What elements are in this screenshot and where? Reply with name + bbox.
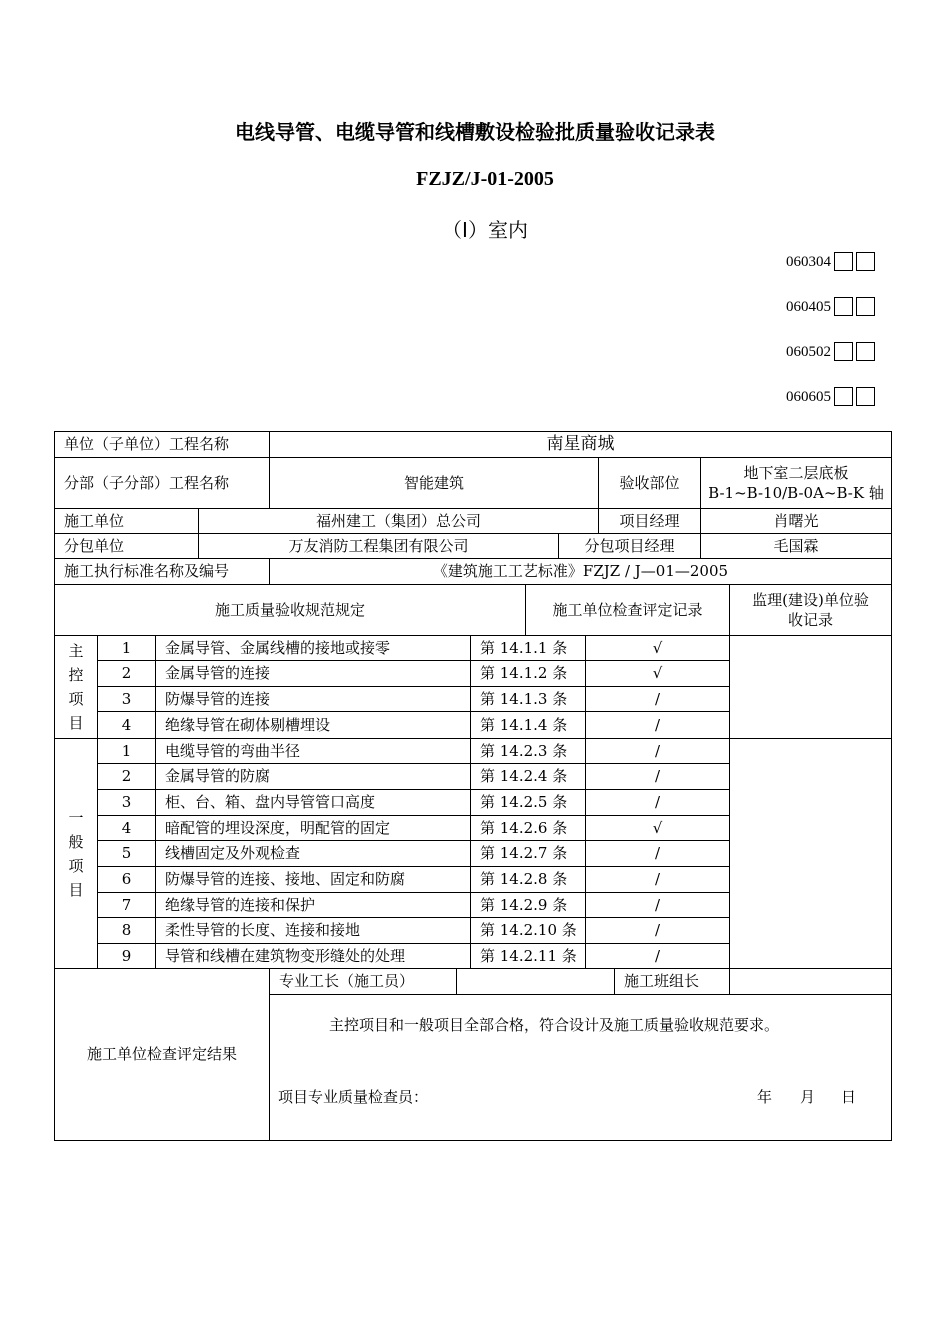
item-name: 导管和线槽在建筑物变形缝处的处理: [165, 946, 406, 965]
form-code-row: [786, 297, 875, 316]
subcontractor-value: 万友消防工程集团有限公司: [288, 536, 469, 555]
item-name: 金属导管、金属线槽的接地或接零: [165, 638, 391, 657]
item-result: /: [654, 844, 661, 863]
item-name: 柔性导管的长度、连接和接地: [165, 921, 361, 940]
item-name: 防爆导管的连接、接地、固定和防腐: [165, 870, 406, 889]
supervision-header: [730, 585, 891, 635]
group-label-char: 目: [68, 714, 84, 732]
item-result: √: [652, 818, 663, 837]
item-clause: 第 14.2.10 条: [480, 921, 577, 940]
checkbox[interactable]: [856, 342, 875, 361]
sub-manager-value: 毛国霖: [773, 536, 819, 555]
group-label-char: 目: [68, 880, 84, 899]
record-header: 施工单位检查评定记录: [552, 600, 703, 619]
contractor-value: 福州建工（集团）总公司: [315, 511, 481, 530]
form-code: 060605: [786, 389, 831, 405]
item-clause: 第 14.2.3 条: [480, 741, 568, 760]
foreman-label: 专业工长（施工员）: [279, 972, 415, 991]
document-subtitle: （Ⅰ）室内: [442, 218, 528, 242]
item-name: 电缆导管的弯曲半径: [165, 741, 301, 760]
item-number: 3: [121, 689, 132, 708]
item-name: 线槽固定及外观检查: [165, 844, 301, 863]
document-title: 电线导管、电缆导管和线槽敷设检验批质量验收记录表: [235, 120, 715, 144]
result-label: 施工单位检查评定结果: [86, 1045, 237, 1064]
item-number: 2: [121, 664, 132, 683]
division-name-value: 智能建筑: [403, 473, 464, 492]
checkbox[interactable]: [856, 297, 875, 316]
project-name-value: 南星商城: [546, 434, 615, 455]
acceptance-part-label: 验收部位: [619, 473, 680, 492]
team-leader-value[interactable]: [730, 969, 891, 994]
item-clause: 第 14.1.2 条: [480, 664, 568, 683]
group-label-char: 一: [68, 808, 84, 827]
item-name: 绝缘导管的连接和保护: [165, 895, 316, 914]
item-clause: 第 14.1.1 条: [480, 638, 568, 657]
conclusion-text: 主控项目和一般项目全部合格，符合设计及施工质量验收规范要求。: [329, 1015, 780, 1034]
item-number: 6: [121, 870, 132, 889]
item-number: 3: [121, 793, 132, 812]
date-day: 日: [841, 1087, 857, 1106]
item-number: 2: [121, 767, 132, 786]
group-label-char: 控: [68, 666, 84, 684]
item-clause: 第 14.1.3 条: [480, 689, 568, 708]
item-result: √: [652, 638, 663, 657]
item-number: 1: [121, 741, 132, 760]
manager-value: 肖曙光: [773, 511, 819, 530]
item-clause: 第 14.2.11 条: [480, 946, 577, 965]
group-label-char: 般: [68, 832, 84, 851]
supervision-header-line2: 收记录: [787, 611, 833, 629]
main-control-group-label: [55, 636, 97, 738]
date-month: 月: [800, 1087, 816, 1106]
form-code-row: [786, 387, 875, 406]
sub-manager-label: 分包项目经理: [584, 536, 675, 555]
acceptance-part-line1: 地下室二层底板: [743, 463, 849, 482]
checkbox[interactable]: [856, 387, 875, 406]
item-number: 9: [121, 946, 132, 965]
item-result: /: [654, 689, 661, 708]
item-number: 4: [121, 715, 132, 734]
item-clause: 第 14.2.4 条: [480, 767, 568, 786]
date-year: 年: [757, 1087, 773, 1106]
group-label-char: 主: [68, 642, 84, 660]
standard-value: 《建筑施工工艺标准》FZJZ / J—01—2005: [432, 562, 729, 581]
form-code: 060502: [786, 344, 831, 360]
checkbox[interactable]: [834, 252, 853, 271]
checkbox[interactable]: [856, 252, 875, 271]
item-number: 4: [121, 818, 132, 837]
form-code-row: [786, 342, 875, 361]
item-name: 柜、台、箱、盘内导管管口高度: [165, 793, 376, 812]
manager-label: 项目经理: [619, 511, 680, 530]
item-clause: 第 14.2.7 条: [480, 844, 568, 863]
form-code-row: [786, 252, 875, 271]
item-number: 7: [121, 895, 132, 914]
item-number: 8: [121, 921, 132, 940]
checkbox[interactable]: [834, 342, 853, 361]
standard-code: FZJZ/J-01-2005: [416, 168, 554, 190]
item-number: 5: [121, 844, 132, 863]
standard-label: 施工执行标准名称及编号: [64, 562, 230, 581]
foreman-value[interactable]: [457, 969, 614, 994]
item-clause: 第 14.2.6 条: [480, 818, 568, 837]
item-result: /: [654, 921, 661, 940]
division-name-label: 分部（子分部）工程名称: [64, 473, 230, 492]
item-result: /: [654, 741, 661, 760]
item-name: 金属导管的连接: [165, 664, 271, 683]
item-clause: 第 14.2.8 条: [480, 870, 568, 889]
supervision-header-line1: 监理(建设)单位验: [752, 590, 869, 609]
item-name: 金属导管的防腐: [165, 767, 271, 786]
item-name: 暗配管的埋设深度，明配管的固定: [165, 818, 391, 837]
form-code: 060405: [786, 299, 831, 315]
item-clause: 第 14.1.4 条: [480, 715, 568, 734]
checkbox[interactable]: [834, 387, 853, 406]
item-result: /: [654, 793, 661, 812]
group-label-char: 项: [68, 856, 84, 875]
team-leader-label: 施工班组长: [624, 972, 700, 991]
item-result: /: [654, 767, 661, 786]
item-result: /: [654, 870, 661, 889]
item-result: √: [652, 664, 663, 683]
inspector-label: 项目专业质量检查员：: [278, 1087, 429, 1106]
item-number: 1: [121, 638, 132, 657]
general-group-label: [55, 739, 97, 968]
item-name: 防爆导管的连接: [165, 689, 271, 708]
project-name-label: 单位（子单位）工程名称: [64, 435, 230, 454]
contractor-label: 施工单位: [64, 511, 125, 530]
group-label-char: 项: [68, 690, 84, 708]
form-code: 060304: [786, 254, 831, 270]
item-name: 绝缘导管在砌体剔槽埋设: [165, 715, 331, 734]
spec-header: 施工质量验收规范规定: [214, 600, 365, 619]
item-clause: 第 14.2.9 条: [480, 895, 568, 914]
item-result: /: [654, 895, 661, 914]
item-result: /: [654, 946, 661, 965]
acceptance-part-line2: B-1~B-10/B-0A~B-K 轴: [708, 484, 884, 502]
acceptance-part-value: [701, 458, 891, 508]
subcontractor-label: 分包单位: [64, 536, 125, 555]
checkbox[interactable]: [834, 297, 853, 316]
item-clause: 第 14.2.5 条: [480, 793, 568, 812]
item-result: /: [654, 715, 661, 734]
